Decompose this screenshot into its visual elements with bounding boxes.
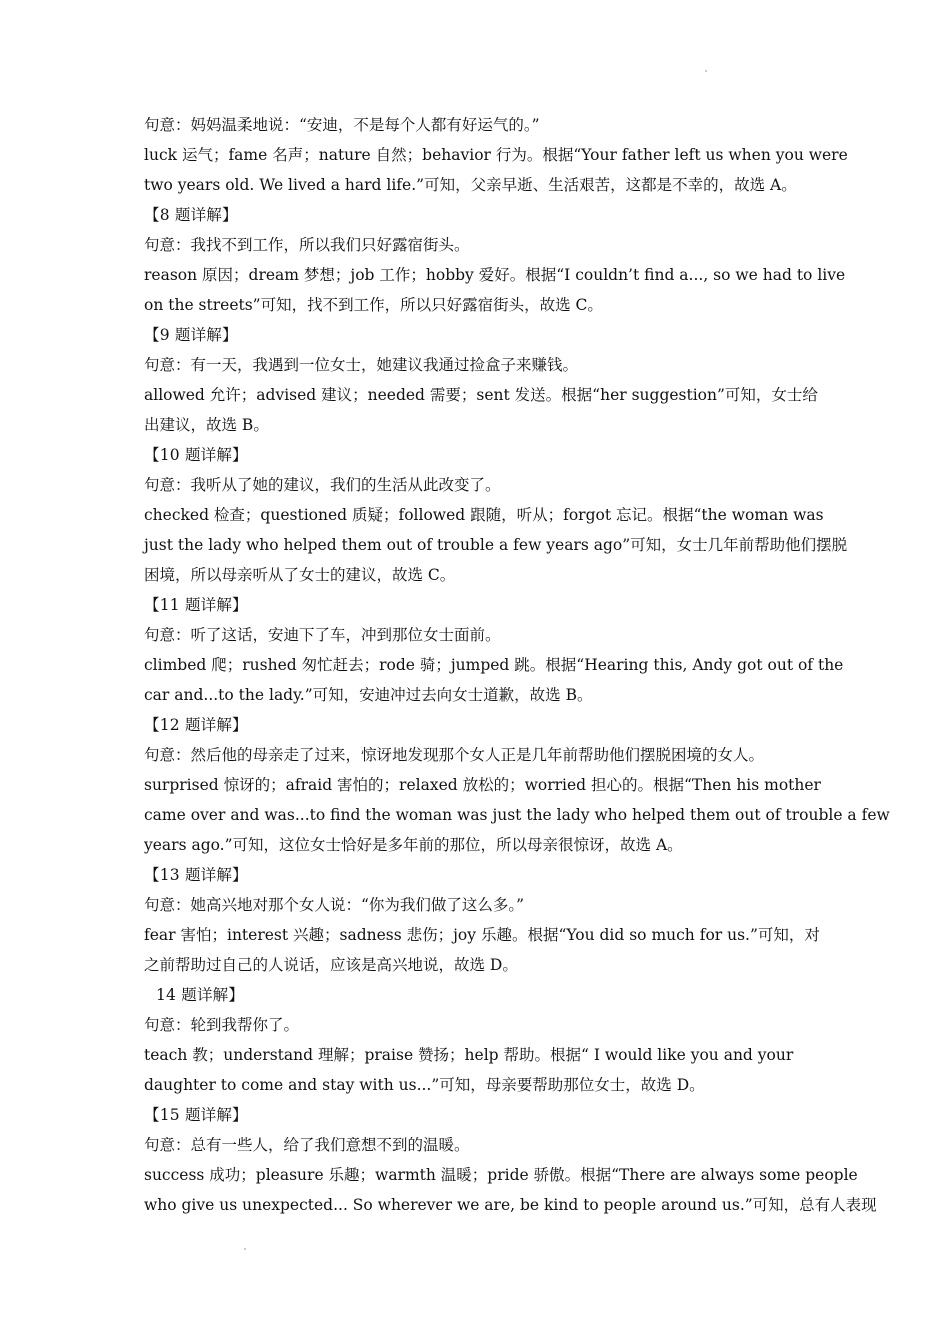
page-mark-bottom <box>244 1248 246 1250</box>
text-line: success 成功；pleasure 乐趣；warmth 温暖；pride 骄傲。根据“There are always some people <box>144 1166 858 1184</box>
text-line: who give us unexpected... So wherever we are, be kind to people around us.”可知，总有人表现 <box>144 1196 877 1214</box>
text-line: 句意：轮到我帮你了。 <box>144 1016 300 1034</box>
section-heading: 【13 题详解】 <box>144 866 248 884</box>
text-line: 句意：我找不到工作，所以我们只好露宿街头。 <box>144 236 470 254</box>
text-line: years ago.”可知，这位女士恰好是多年前的那位，所以母亲很惊讶，故选 A。 <box>144 836 683 854</box>
document-body <box>144 110 890 1220</box>
section-heading: 【15 题详解】 <box>144 1106 248 1124</box>
text-line: 句意：然后他的母亲走了过来，惊讶地发现那个女人正是几年前帮助他们摆脱困境的女人。 <box>144 746 765 764</box>
text-line: fear 害怕；interest 兴趣；sadness 悲伤；joy 乐趣。根据“You did so much for us.”可知，对 <box>144 926 820 944</box>
page-mark-top <box>705 70 707 72</box>
text-line: luck 运气；fame 名声；nature 自然；behavior 行为。根据“Your father left us when you were <box>144 146 848 164</box>
text-line: car and...to the lady.”可知，安迪冲过去向女士道歉，故选 B。 <box>144 686 593 704</box>
text-line: just the lady who helped them out of trouble a few years ago”可知，女士几年前帮助他们摆脱 <box>144 536 848 554</box>
text-line: 句意：总有一些人，给了我们意想不到的温暖。 <box>144 1136 470 1154</box>
text-line: two years old. We lived a hard life.”可知，父亲早逝、生活艰苦，这都是不幸的，故选 A。 <box>144 176 797 194</box>
section-heading: 【12 题详解】 <box>144 716 248 734</box>
text-line: teach 教；understand 理解；praise 赞扬；help 帮助。根据“ I would like you and your <box>144 1046 794 1064</box>
section-heading: 【11 题详解】 <box>144 596 248 614</box>
section-heading: 【8 题详解】 <box>144 206 238 224</box>
text-line: came over and was...to find the woman was just the lady who helped them out of trouble a few <box>144 806 890 824</box>
section-heading: 【10 题详解】 <box>144 446 248 464</box>
text-line: surprised 惊讶的；afraid 害怕的；relaxed 放松的；worried 担心的。根据“Then his mother <box>144 776 821 794</box>
text-line: on the streets”可知，找不到工作，所以只好露宿街头，故选 C。 <box>144 296 603 314</box>
text-line: 句意：妈妈温柔地说：“安迪，不是每个人都有好运气的。” <box>144 116 540 134</box>
text-line: 句意：我听从了她的建议，我们的生活从此改变了。 <box>144 476 501 494</box>
text-line: reason 原因；dream 梦想；job 工作；hobby 爱好。根据“I couldn’t find a..., so we had to live <box>144 266 846 284</box>
text-line: 句意：听了这话，安迪下了车，冲到那位女士面前。 <box>144 626 501 644</box>
section-heading: 【9 题详解】 <box>144 326 238 344</box>
text-line: 之前帮助过自己的人说话，应该是高兴地说，故选 D。 <box>144 956 518 974</box>
text-line: allowed 允许；advised 建议；needed 需要；sent 发送。根据“her suggestion”可知，女士给 <box>144 386 818 404</box>
text-line: daughter to come and stay with us...”可知，母亲要帮助那位女士，故选 D。 <box>144 1076 705 1094</box>
text-line: 出建议，故选 B。 <box>144 416 269 434</box>
text-line: 句意：她高兴地对那个女人说：“你为我们做了这么多。” <box>144 896 525 914</box>
section-heading: 14 题详解】 <box>156 986 245 1004</box>
text-line: 句意：有一天，我遇到一位女士，她建议我通过捡盒子来赚钱。 <box>144 356 579 374</box>
text-line: climbed 爬；rushed 匆忙赶去；rode 骑；jumped 跳。根据“Hearing this, Andy got out of the <box>144 656 844 674</box>
text-line: 困境，所以母亲听从了女士的建议，故选 C。 <box>144 566 456 584</box>
text-line: checked 检查；questioned 质疑；followed 跟随，听从；forgot 忘记。根据“the woman was <box>144 506 824 524</box>
